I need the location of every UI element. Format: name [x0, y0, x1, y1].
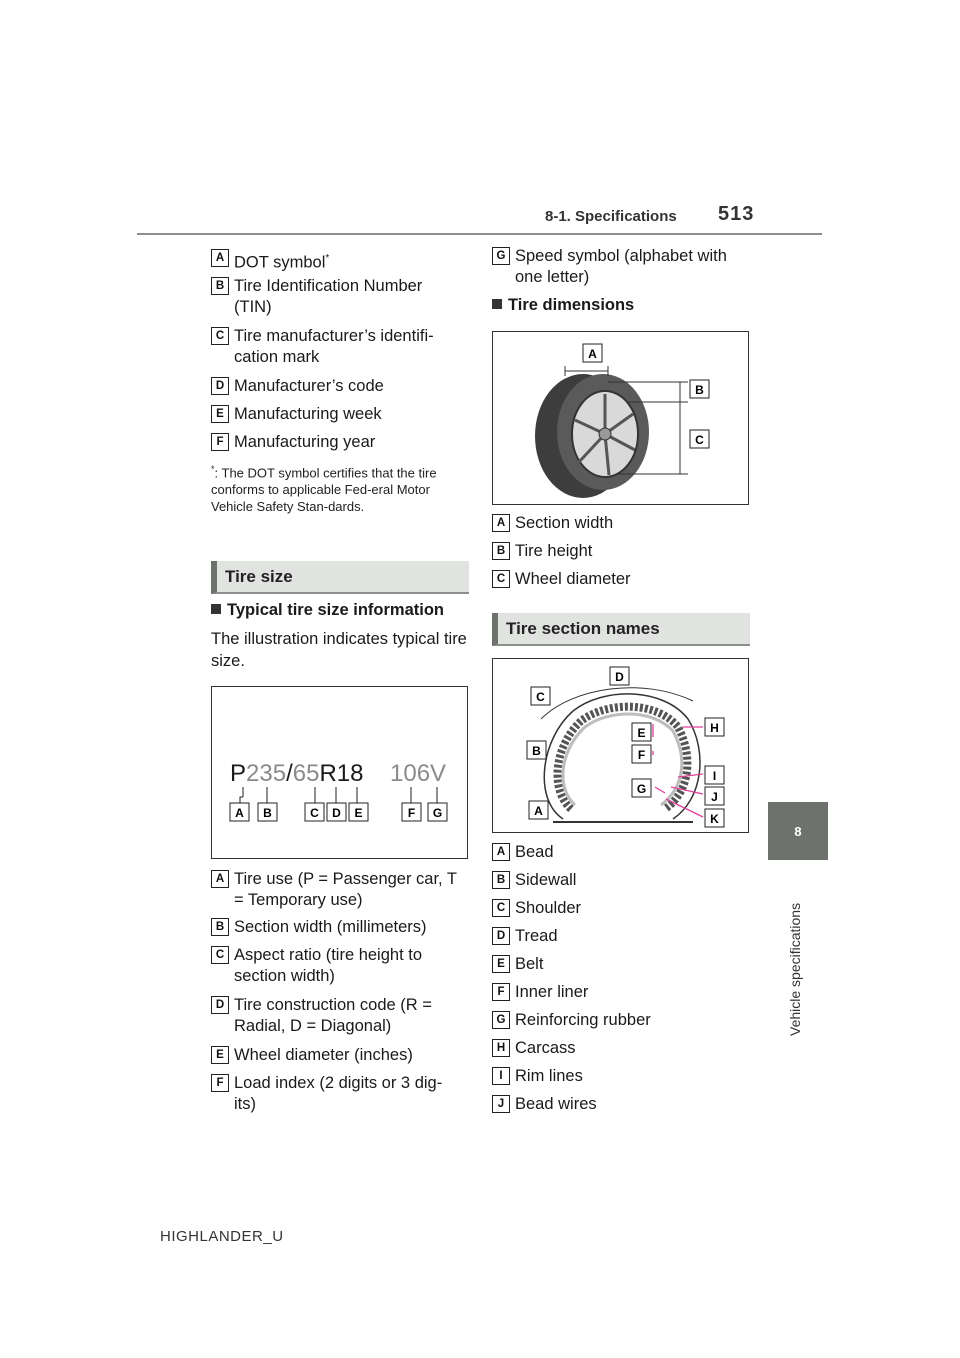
fig-tag: D — [332, 806, 341, 820]
chapter-title-text: Vehicle specifications — [787, 902, 803, 1036]
item-tag: C — [492, 899, 510, 917]
tire-dimensions-diagram — [493, 332, 750, 506]
item-text: Bead wires — [515, 1095, 597, 1113]
item-text: DOT symbol — [234, 253, 326, 272]
footnote-text: : The DOT symbol certifies that the tire conforms to applicable Fed-eral Motor Vehicle Safety Stan-dards. — [211, 465, 437, 515]
tire-section-figure — [492, 658, 749, 833]
item-tag: B — [492, 871, 510, 889]
code-part: / — [286, 760, 293, 787]
item-text: Wheel diameter (inches) — [234, 1046, 413, 1064]
footnote-marker: * — [325, 253, 330, 264]
item-tag: A — [211, 249, 229, 267]
item-tag: C — [211, 327, 229, 345]
item-text: Section width — [515, 514, 614, 532]
code-part: R18 — [319, 760, 364, 787]
tire-size-code — [230, 760, 446, 787]
item-tag: J — [492, 1095, 510, 1113]
item-tag: A — [211, 870, 229, 888]
fig-tag: F — [637, 748, 646, 762]
item-tag: G — [492, 247, 510, 265]
footer-model: HIGHLANDER_U — [160, 1228, 284, 1245]
item-text: Manufacturing year — [234, 433, 376, 451]
fig-tag: E — [637, 726, 646, 740]
tire-size-diagram — [212, 687, 469, 860]
fig-tag: B — [263, 806, 272, 820]
item-tag: I — [492, 1067, 510, 1085]
chapter-title — [785, 870, 809, 1040]
section-title: 8-1. Specifications — [545, 208, 677, 225]
fig-tag: J — [711, 790, 718, 804]
item-text: Speed symbol (alphabet with one letter) — [515, 247, 727, 286]
item-tag: D — [211, 996, 229, 1014]
fig-tag: H — [710, 721, 719, 735]
intro-paragraph: The illustration indicates typical tire size. — [211, 630, 467, 670]
item-tag: E — [211, 1046, 229, 1064]
subheading-text: Tire dimensions — [508, 296, 635, 314]
fig-tag: D — [615, 670, 624, 684]
fig-tag: A — [235, 806, 244, 820]
item-text: Inner liner — [515, 983, 589, 1001]
item-text: Wheel diameter — [515, 570, 631, 588]
item-tag: D — [211, 377, 229, 395]
item-text: Tire construction code (R = Radial, D = Diagonal) — [234, 996, 432, 1035]
subheading-typical-size — [211, 601, 444, 620]
item-text: Tire use (P = Passenger car, T = Temporary use) — [234, 870, 457, 909]
tire-section-diagram — [493, 659, 750, 834]
fig-tag: I — [712, 769, 717, 783]
item-tag: B — [492, 542, 510, 560]
item-text: Tire Identification Number (TIN) — [234, 277, 423, 316]
item-tag: C — [492, 570, 510, 588]
item-text: Carcass — [515, 1039, 576, 1057]
item-text: Load index (2 digits or 3 dig-its) — [234, 1074, 443, 1113]
subheading-tire-dimensions — [492, 296, 634, 315]
header-rule — [137, 233, 822, 235]
code-part: 106V — [390, 760, 447, 787]
item-tag: F — [211, 433, 229, 451]
fig-tag: A — [534, 804, 543, 818]
code-part: 235 — [246, 760, 287, 787]
item-tag: F — [492, 983, 510, 1001]
fig-tag: G — [432, 806, 443, 820]
footnote-asterisk: * — [211, 464, 215, 474]
fig-tag: C — [536, 690, 545, 704]
tire-size-figure — [211, 686, 468, 859]
fig-tag: A — [588, 347, 597, 361]
fig-tag: C — [310, 806, 319, 820]
tire-dimensions-figure — [492, 331, 749, 505]
code-part: P — [230, 760, 247, 787]
bullet-square-icon — [211, 604, 221, 614]
item-tag: B — [211, 277, 229, 295]
item-text: Reinforcing rubber — [515, 1011, 651, 1029]
fig-tag: B — [532, 744, 541, 758]
fig-tag: E — [354, 806, 363, 820]
section-heading-tire-size: Tire size — [211, 561, 469, 594]
pointer-lines — [240, 787, 437, 803]
item-text: Bead — [515, 843, 554, 861]
item-tag: F — [211, 1074, 229, 1092]
item-text: Tire manufacturer’s identifi-cation mark — [234, 327, 434, 366]
leader-lines-pink — [653, 724, 703, 817]
item-tag: C — [211, 946, 229, 964]
figure-tags — [527, 667, 724, 827]
item-tag: A — [492, 843, 510, 861]
item-tag: D — [492, 927, 510, 945]
section-heading-tire-section-names: Tire section names — [492, 613, 750, 646]
page-number: 513 — [718, 203, 755, 225]
item-text: Rim lines — [515, 1067, 583, 1085]
item-tag: B — [211, 918, 229, 936]
figure-tags — [230, 803, 447, 821]
fig-tag: B — [695, 383, 704, 397]
item-text: Manufacturing week — [234, 405, 382, 423]
chapter-number: 8 — [794, 823, 802, 839]
item-text: Belt — [515, 955, 544, 973]
item-text: Aspect ratio (tire height to section width) — [234, 946, 423, 985]
code-part: 65 — [292, 760, 320, 787]
fig-tag: F — [407, 806, 416, 820]
item-tag: H — [492, 1039, 510, 1057]
item-tag: A — [492, 514, 510, 532]
item-tag: E — [492, 955, 510, 973]
item-text: Shoulder — [515, 899, 582, 917]
item-text: Section width (millimeters) — [234, 918, 427, 936]
fig-tag: K — [710, 812, 719, 826]
fig-tag: C — [695, 433, 704, 447]
footnote — [211, 461, 471, 515]
item-tag: E — [211, 405, 229, 423]
subheading-text: Typical tire size information — [227, 601, 444, 619]
item-tag: G — [492, 1011, 510, 1029]
item-text: Manufacturer’s code — [234, 377, 384, 395]
tire-carcass — [558, 707, 688, 809]
item-text: Sidewall — [515, 871, 577, 889]
chapter-tab[interactable] — [768, 802, 828, 860]
bullet-square-icon — [492, 299, 502, 309]
item-text: Tread — [515, 927, 558, 945]
fig-tag: G — [636, 782, 647, 796]
item-text: Tire height — [515, 542, 593, 560]
